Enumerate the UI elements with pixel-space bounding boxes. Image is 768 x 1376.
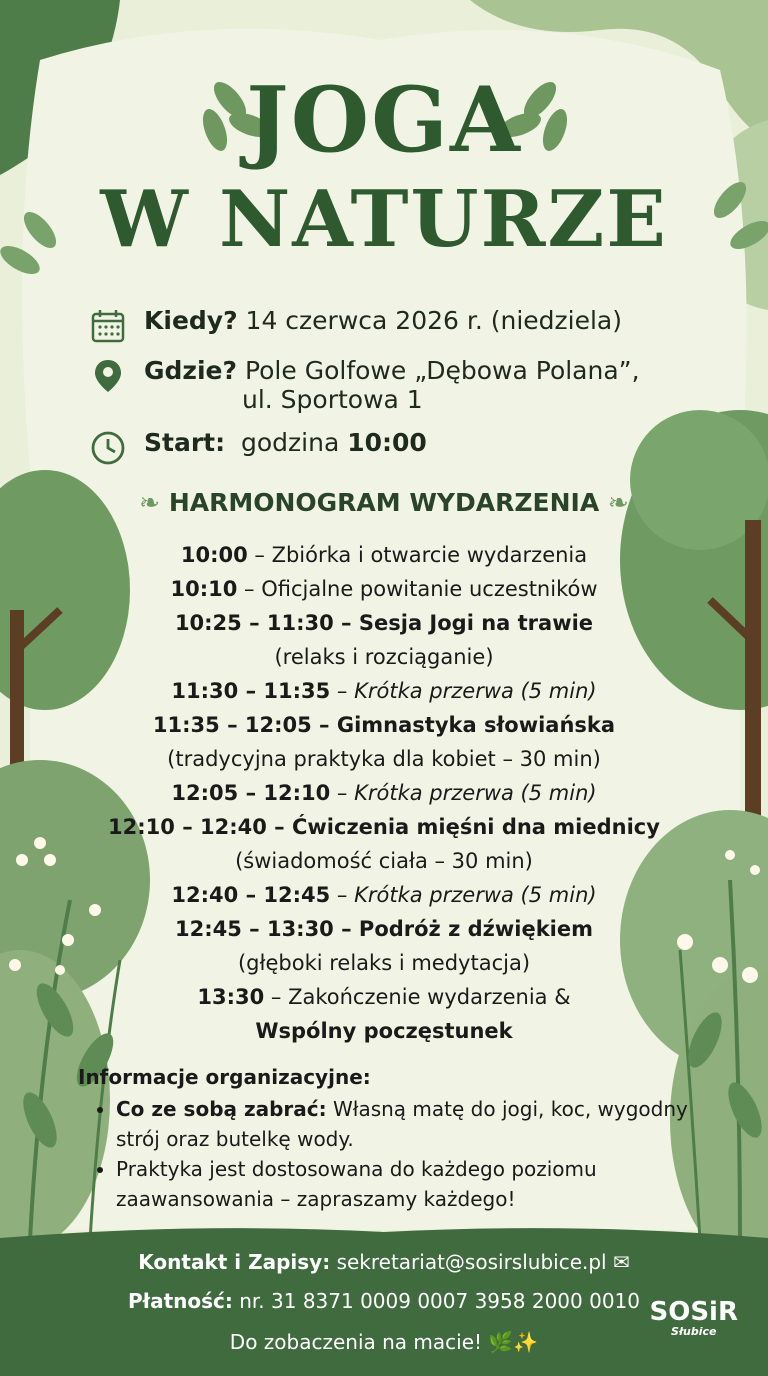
org-item [116, 1154, 698, 1214]
schedule-time: 12:10 – 12:40 [108, 815, 267, 839]
contact-label: Kontakt i Zapisy: [138, 1250, 331, 1274]
schedule-time: 10:25 – 11:30 [174, 611, 334, 635]
schedule-line [60, 844, 708, 878]
org-list [78, 1094, 698, 1214]
schedule-text: Zbiórka i otwarcie wydarzenia [271, 543, 588, 567]
payment-value: nr. 31 8371 0009 0007 3958 2000 0010 [239, 1289, 640, 1313]
schedule-text: Gimnastyka słowiańska [336, 713, 616, 737]
schedule-title: HARMONOGRAM WYDARZENIA [168, 488, 600, 517]
title-line-1: JOGA [246, 67, 522, 173]
schedule-line [60, 640, 708, 674]
schedule-text: Krótka przerwa (5 min) [354, 781, 597, 805]
schedule-note: (tradycyjna praktyka dla kobiet – 30 min) [167, 747, 601, 771]
where-label: Gdzie? [144, 356, 237, 385]
logo-sub: Słubice [670, 1325, 717, 1338]
schedule-separator: – [330, 679, 355, 703]
leaf-icon: ❧ [607, 488, 629, 517]
closing-text: Do zobaczenia na macie! [229, 1330, 483, 1354]
schedule-separator: – [333, 917, 359, 941]
schedule-line [60, 810, 708, 844]
envelope-icon: ✉ [612, 1250, 630, 1274]
schedule-time: 13:30 [197, 985, 265, 1009]
schedule-line [60, 572, 708, 606]
when-value: 14 czerwca 2026 r. (niedziela) [245, 306, 622, 335]
schedule-separator: – [333, 611, 359, 635]
schedule-separator: – [311, 713, 337, 737]
schedule-line [60, 742, 708, 776]
schedule-list [60, 538, 708, 1048]
schedule-time: 12:45 – 13:30 [174, 917, 334, 941]
schedule-text: Krótka przerwa (5 min) [354, 679, 597, 703]
schedule-line [60, 776, 708, 810]
schedule-separator: – [247, 543, 272, 567]
start-row [90, 428, 427, 466]
schedule-title-row [0, 488, 768, 517]
start-time: 10:00 [347, 428, 427, 457]
schedule-note: (głęboki relaks i medytacja) [237, 951, 531, 975]
where-value-1: Pole Golfowe „Dębowa Polana”, [244, 356, 640, 385]
leaf-icon: ❧ [139, 488, 161, 517]
schedule-line [60, 878, 708, 912]
when-row [90, 306, 622, 344]
org-info [78, 1062, 698, 1214]
schedule-text: Oficjalne powitanie uczestników [261, 577, 598, 601]
schedule-time: 12:40 – 12:45 [171, 883, 331, 907]
closing-emoji: 🌿✨ [488, 1330, 539, 1354]
schedule-separator: – [237, 577, 262, 601]
schedule-line [60, 946, 708, 980]
schedule-separator: – [264, 985, 289, 1009]
clock-icon [90, 430, 126, 466]
schedule-text: Ćwiczenia mięśni dna miednicy [291, 815, 660, 839]
schedule-time: 10:00 [180, 543, 248, 567]
schedule-line [60, 674, 708, 708]
sosir-logo [650, 1299, 739, 1338]
org-item-text: Praktyka jest dostosowana do każdego poziomu zaawansowania – zapraszamy każdego! [116, 1157, 597, 1211]
schedule-line [60, 980, 708, 1014]
schedule-line [60, 606, 708, 640]
schedule-text: Zakończenie wydarzenia & [288, 985, 571, 1009]
schedule-time: 10:10 [170, 577, 238, 601]
title-line-2: W NATURZE [100, 174, 668, 265]
schedule-line [60, 912, 708, 946]
schedule-text: Podróż z dźwiękiem [358, 917, 594, 941]
calendar-icon [90, 308, 126, 344]
when-label: Kiedy? [144, 306, 238, 335]
location-pin-icon [90, 358, 126, 394]
schedule-note: (świadomość ciała – 30 min) [235, 849, 533, 873]
schedule-separator: – [330, 883, 355, 907]
schedule-time: 11:30 – 11:35 [171, 679, 331, 703]
schedule-note: Wspólny poczęstunek [255, 1019, 513, 1043]
schedule-text: Krótka przerwa (5 min) [354, 883, 597, 907]
where-value-2: ul. Sportowa 1 [242, 385, 423, 414]
schedule-note: (relaks i rozciąganie) [274, 645, 494, 669]
start-label: Start: [144, 428, 226, 457]
where-row [90, 356, 640, 414]
org-title: Informacje organizacyjne: [78, 1065, 371, 1089]
schedule-time: 11:35 – 12:05 [152, 713, 312, 737]
org-item-bold: Co ze sobą zabrać: [116, 1097, 327, 1121]
payment-label: Płatność: [128, 1289, 233, 1313]
org-item [116, 1094, 698, 1154]
schedule-line [60, 708, 708, 742]
logo-main: SOSiR [649, 1297, 738, 1327]
schedule-line [60, 538, 708, 572]
contact-email[interactable]: sekretariat@sosirslubice.pl [336, 1250, 607, 1274]
schedule-line [60, 1014, 708, 1048]
start-prefix: godzina [241, 428, 340, 457]
org-item-text: Własną matę do jogi, koc, wygodny strój oraz butelkę wody. [116, 1097, 688, 1151]
schedule-text: Sesja Jogi na trawie [358, 611, 594, 635]
contact-row [0, 1250, 768, 1274]
schedule-separator: – [266, 815, 292, 839]
schedule-time: 12:05 – 12:10 [171, 781, 331, 805]
schedule-separator: – [330, 781, 355, 805]
